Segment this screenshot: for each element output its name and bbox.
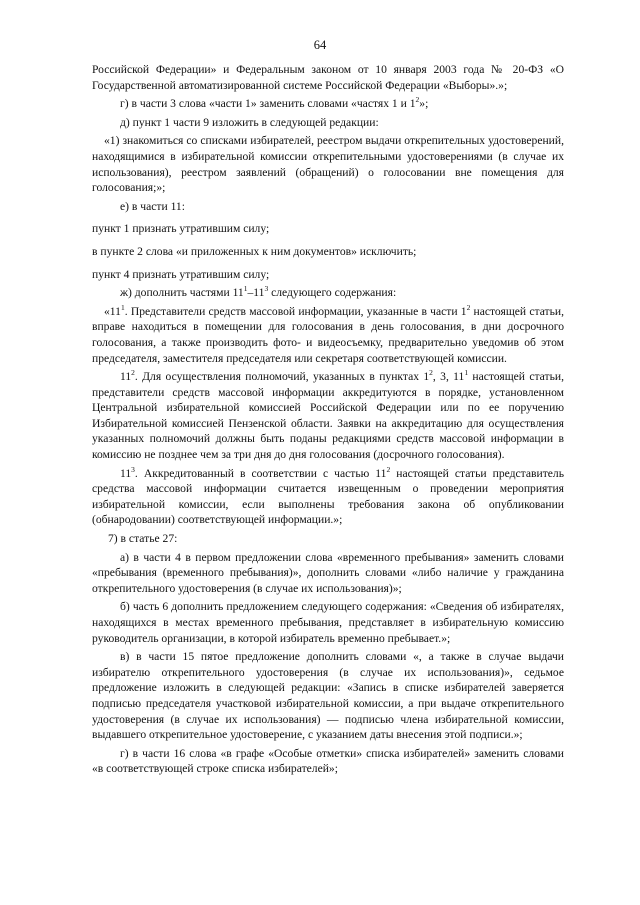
- paragraph-point-4: пункт 4 признать утратившим силу;: [92, 267, 270, 281]
- paragraph-item-g: г) в части 3 слова «части 1» заменить словами «частях 1 и $1^2$»;: [120, 95, 429, 111]
- paragraph-point-1: пункт 1 признать утратившим силу;: [92, 222, 270, 236]
- paragraph-part-11-1: «$11^1$. Представители средств массовой информации, указанные в части $1^2$ настоящей статьи, вправе находиться в помещении для голосования в день голосования, в дни досрочного голосования, а также производить фото- и видеосъемку, предварительно уведомив об этом председателя, заместителя председателя или секретаря соответствующей комиссии.: [92, 302, 564, 365]
- paragraph-article-27: 7) в статье 27:: [108, 532, 178, 546]
- paragraph-item-g2: г) в части 16 слова «в графе «Особые отметки» списка избирателей» заменить словами «в соответствующей строке списка избирателей»;: [92, 746, 564, 776]
- paragraph-item-b: б) часть 6 дополнить предложением следующего содержания: «Сведения об избирателях, находящихся в местах временного пребывания, представляет в избирательную комиссию руководитель организации, в которой избиратель временно пребывает.»;: [92, 600, 564, 645]
- paragraph-item-d: д) пункт 1 части 9 изложить в следующей редакции:: [120, 115, 379, 129]
- paragraph-continuation: Российской Федерации» и Федеральным законом от 10 января 2003 года № 20-ФЗ «О Государственной автоматизированной системе Российской Федерации «Выборы».»;: [92, 63, 564, 92]
- paragraph-item-a: а) в части 4 в первом предложении слова «временного пребывания» заменить словами «пребывания (временного пребывания)», дополнить словами «либо наличие у гражданина открепительного удостоверения (в случае их использования)»;: [92, 550, 564, 595]
- paragraph-part-11-2: $11^2$. Для осуществления полномочий, указанных в пунктах $1^2$, 3, $11^1$ настоящей статьи, представители средств массовой информации аккредитуются в порядке, установленном Центральной избирательной комиссией Российской Федерации или по ее поручению Избирательной комиссией Пензенской области. Заявки на аккредитацию для осуществления указанных полномочий должны быть поданы редакциями средств массовой информации в комиссию не позднее чем за три дня до дня голосования (досрочного голосования).: [92, 368, 564, 462]
- paragraph-item-e: е) в части 11:: [120, 199, 185, 213]
- paragraph-item-v: в) в части 15 пятое предложение дополнить словами «, а также в случае выдачи избирателю открепительного удостоверения (в случае их использования)», седьмое предложение изложить в следующей редакции: «Запись в списке избирателей заверяется подписью председателя участковой избирательной комиссии, а при выдаче открепительного удостоверения (в случае их использования) — подписью члена избирательной комиссии, выдавшего открепительное удостоверение, с указанием даты внесения этой подписи.»;: [92, 650, 564, 742]
- document-body: [92, 62, 564, 780]
- paragraph-quote-1: «1) знакомиться со списками избирателей, реестром выдачи открепительных удостоверений, находящимися в избирательной комиссии открепительными удостоверениями (в случае их использования), реестром заявлений (обращений) о голосовании вне помещения для голосования;»;: [92, 134, 564, 195]
- page-number: 64: [313, 38, 327, 52]
- paragraph-item-zh: ж) дополнить частями $11^1-11^3$ следующего содержания:: [120, 284, 397, 300]
- paragraph-point-2: в пункте 2 слова «и приложенных к ним документов» исключить;: [92, 244, 417, 258]
- paragraph-part-11-3: $11^3$. Аккредитованный в соответствии с частью $11^2$ настоящей статьи представитель средства массовой информации считается извещенным о проведении мероприятия избирательной комиссии, если выполнены требования закона об опубликовании (обнародовании) соответствующей информации.»;: [92, 464, 564, 527]
